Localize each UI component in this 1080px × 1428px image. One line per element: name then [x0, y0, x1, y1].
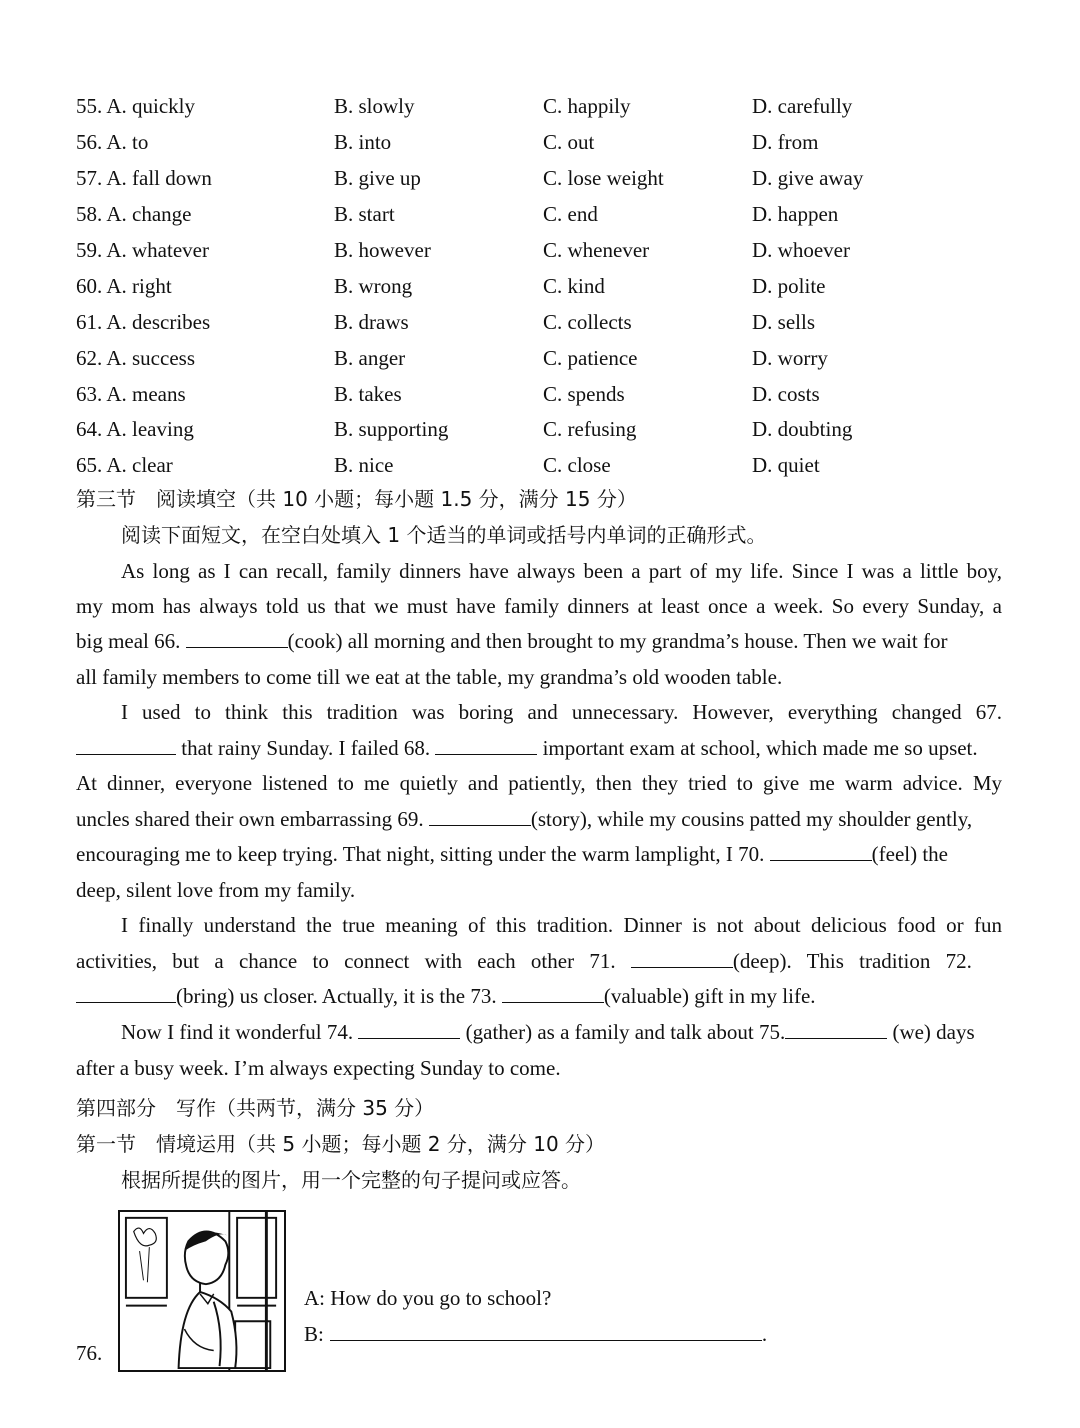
passage-line: after a busy week. I’m always expecting Sunday to come.: [76, 1056, 561, 1080]
blank-73[interactable]: [502, 982, 604, 1003]
option-choice: C. kind: [543, 274, 605, 298]
option-row: [0, 268, 1080, 304]
option-choice: 63. A. means: [76, 382, 186, 406]
blank-74[interactable]: [358, 1018, 460, 1039]
passage-text: uncles shared their own embarrassing 69.: [76, 807, 429, 831]
blank-69[interactable]: [429, 805, 531, 826]
option-choice: D. polite: [752, 274, 826, 298]
option-choice: B. start: [334, 202, 395, 226]
bus-boy-illustration: [118, 1210, 286, 1372]
passage-text: (valuable) gift in my life.: [603, 984, 816, 1008]
passage-line: [76, 731, 1002, 766]
passage-text: encouraging me to keep trying. That night, sitting under the warm lamplight, I 70.: [76, 842, 770, 866]
blank-66[interactable]: [186, 627, 288, 648]
option-choice: 62. A. success: [76, 346, 195, 370]
blank-72[interactable]: [76, 982, 176, 1003]
passage-line: [76, 837, 1002, 872]
dialogue-line-b: [304, 1317, 767, 1352]
passage-text: (story), while my cousins patted my shoulder gently,: [530, 807, 973, 831]
option-choice: C. end: [543, 202, 598, 226]
option-row: [0, 124, 1080, 160]
passage-line: [121, 1015, 1002, 1050]
option-choice: D. carefully: [752, 94, 853, 118]
option-row: [0, 232, 1080, 268]
option-row: [0, 340, 1080, 376]
option-choice: D. give away: [752, 166, 864, 190]
bus-boy-drawing: [120, 1212, 284, 1370]
option-choice: B. takes: [334, 382, 402, 406]
option-choice: C. out: [543, 130, 595, 154]
option-choice: C. whenever: [543, 238, 650, 262]
option-choice: B. into: [334, 130, 392, 154]
answer-76-line[interactable]: [330, 1318, 762, 1341]
option-choice: B. however: [334, 238, 431, 262]
passage-text: Now I find it wonderful 74.: [121, 1020, 359, 1044]
blank-70[interactable]: [770, 840, 872, 861]
option-choice: D. sells: [752, 310, 815, 334]
option-choice: B. give up: [334, 166, 421, 190]
option-choice: D. quiet: [752, 453, 820, 477]
passage-line: At dinner, everyone listened to me quietly and patiently, then they tried to give me warm advice. My: [76, 771, 1002, 795]
answer-end-mark: .: [761, 1322, 768, 1346]
passage-text: that rainy Sunday. I failed 68.: [176, 736, 436, 760]
section3-heading: 第三节 阅读填空（共 10 小题；每小题 1.5 分，满分 15 分）: [76, 487, 637, 511]
question-76-number: 76.: [76, 1341, 103, 1365]
option-row: [0, 411, 1080, 447]
passage-line: deep, silent love from my family.: [76, 878, 356, 902]
option-choice: 59. A. whatever: [76, 238, 209, 262]
blank-67[interactable]: [76, 734, 176, 755]
blank-71[interactable]: [631, 947, 733, 968]
option-choice: B. draws: [334, 310, 409, 334]
option-choice: C. spends: [543, 382, 625, 406]
option-choice: 55. A. quickly: [76, 94, 195, 118]
passage-line: [76, 979, 1002, 1014]
option-choice: C. patience: [543, 346, 638, 370]
option-row: [0, 447, 1080, 483]
option-choice: B. supporting: [334, 417, 449, 441]
option-choice: 56. A. to: [76, 130, 149, 154]
part4-heading: 第四部分 写作（共两节，满分 35 分）: [76, 1096, 435, 1120]
option-choice: 65. A. clear: [76, 453, 173, 477]
option-choice: B. slowly: [334, 94, 415, 118]
option-row: [0, 196, 1080, 232]
passage-text: (cook) all morning and then brought to my grandma’s house. Then we wait for: [287, 629, 948, 653]
option-choice: B. nice: [334, 453, 394, 477]
passage-line: I finally understand the true meaning of this tradition. Dinner is not about delicious food or fun: [121, 913, 1002, 937]
passage-line: [76, 944, 1002, 979]
passage-text: (bring) us closer. Actually, it is the 73.: [176, 984, 502, 1008]
dialogue-line-a: A: How do you go to school?: [304, 1286, 552, 1310]
option-choice: C. happily: [543, 94, 631, 118]
part4-instruction: 根据所提供的图片，用一个完整的句子提问或应答。: [121, 1168, 581, 1192]
option-row: [0, 304, 1080, 340]
passage-text: (deep). This tradition 72.: [732, 949, 972, 973]
passage-line: I used to think this tradition was boring and unnecessary. However, everything changed 67.: [121, 700, 1002, 724]
option-row: [0, 88, 1080, 124]
option-choice: B. wrong: [334, 274, 413, 298]
part4-section1-heading: 第一节 情境运用（共 5 小题；每小题 2 分，满分 10 分）: [76, 1132, 606, 1156]
option-choice: D. from: [752, 130, 819, 154]
option-row: [0, 376, 1080, 412]
passage-text: activities, but a chance to connect with each other 71.: [76, 949, 631, 973]
passage-line: As long as I can recall, family dinners have always been a part of my life. Since I was a little boy,: [121, 559, 1002, 583]
option-choice: C. refusing: [543, 417, 637, 441]
option-row: [0, 160, 1080, 196]
passage-text: (feel) the: [871, 842, 949, 866]
passage-line: [76, 624, 1002, 659]
option-choice: C. lose weight: [543, 166, 664, 190]
passage-text: big meal 66.: [76, 629, 186, 653]
section3-instruction: 阅读下面短文，在空白处填入 1 个适当的单词或括号内单词的正确形式。: [121, 523, 767, 547]
passage-line: my mom has always told us that we must have family dinners at least once a week. So every Sunday, a: [76, 594, 1002, 618]
option-choice: C. close: [543, 453, 611, 477]
option-choice: 60. A. right: [76, 274, 172, 298]
passage-text: important exam at school, which made me so upset.: [537, 736, 978, 760]
passage-line: all family members to come till we eat at the table, my grandma’s old wooden table.: [76, 665, 783, 689]
option-choice: B. anger: [334, 346, 406, 370]
option-choice: D. costs: [752, 382, 820, 406]
option-choice: D. whoever: [752, 238, 850, 262]
passage-text: (we) days: [887, 1020, 975, 1044]
option-choice: 58. A. change: [76, 202, 192, 226]
option-choice: 61. A. describes: [76, 310, 211, 334]
blank-68[interactable]: [435, 734, 537, 755]
blank-75[interactable]: [785, 1018, 887, 1039]
option-choice: D. happen: [752, 202, 839, 226]
speaker-b-label: B:: [304, 1322, 324, 1346]
option-choice: D. doubting: [752, 417, 853, 441]
passage-text: (gather) as a family and talk about 75.: [460, 1020, 786, 1044]
option-choice: C. collects: [543, 310, 632, 334]
option-choice: 57. A. fall down: [76, 166, 212, 190]
passage-line: [76, 802, 1002, 837]
option-choice: D. worry: [752, 346, 828, 370]
option-choice: 64. A. leaving: [76, 417, 194, 441]
